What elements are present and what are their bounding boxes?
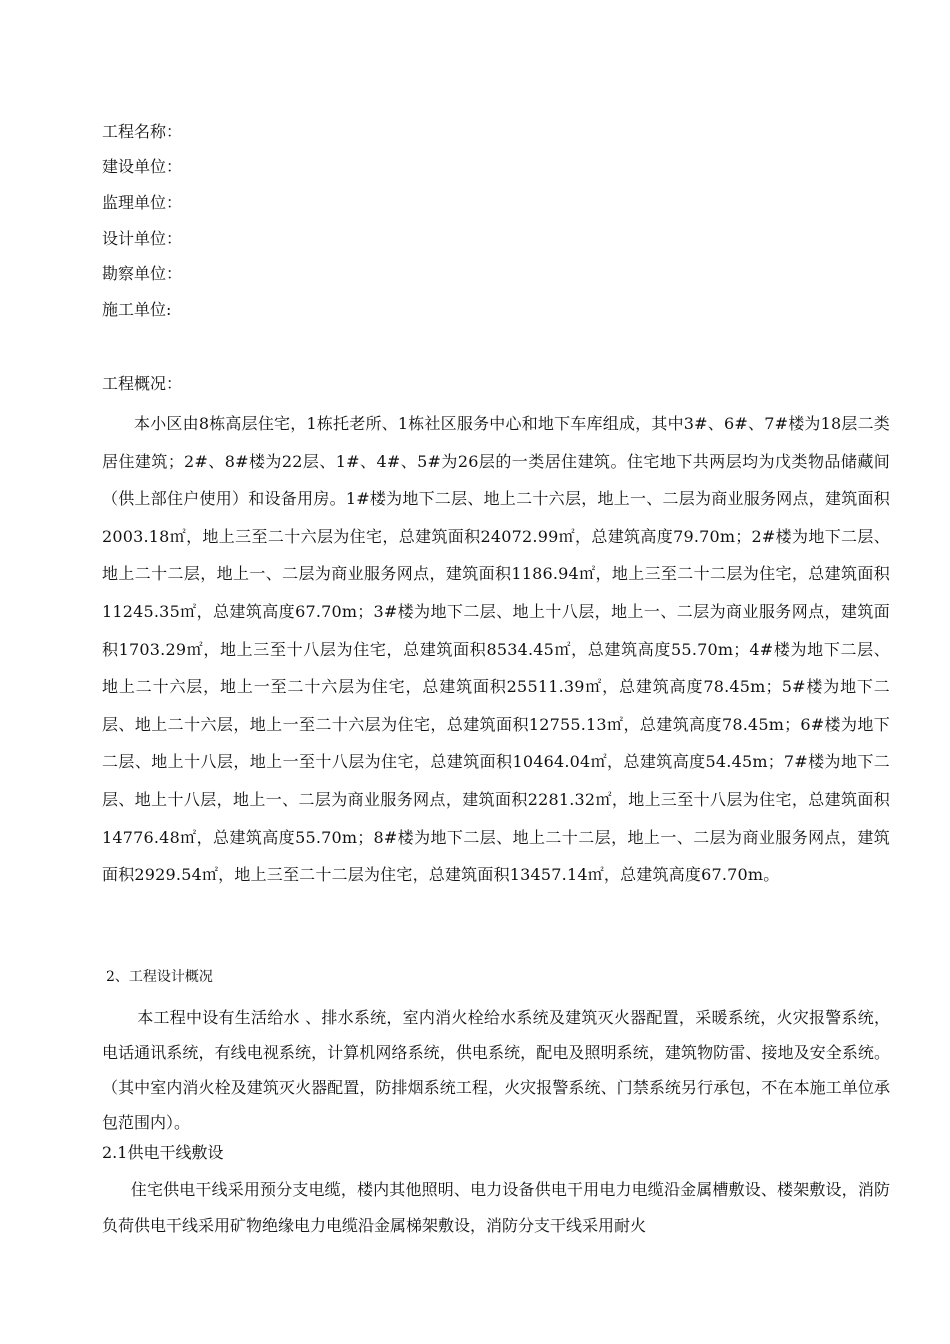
design-overview-heading: 2、工程设计概况 xyxy=(106,969,213,985)
design-overview-paragraph: 本工程中设有生活给水 、排水系统，室内消火栓给水系统及建筑灭火器配置，采暖系统，火灾报警系统，电话通讯系统，有线电视系统，计算机网络系统，供电系统，配电及照明系统，建筑物防雷、接地及安全系统。（其中室内消火栓及建筑灭火器配置，防排烟系统工程，火灾报警系统、门禁系统另行承包，不在本施工单位承包范围内）。 xyxy=(102,1008,890,1132)
power-supply-heading: 2.1供电干线敷设 xyxy=(102,1143,224,1162)
supervision-unit-label: 监理单位： xyxy=(102,193,183,212)
construction-unit-label: 施工单位: xyxy=(102,300,172,319)
project-name-label: 工程名称： xyxy=(102,122,183,141)
design-unit-label: 设计单位： xyxy=(102,229,183,248)
owner-unit-label: 建设单位： xyxy=(102,157,183,176)
survey-unit-label: 勘察单位： xyxy=(102,264,183,283)
overview-heading: 工程概况： xyxy=(102,374,183,393)
overview-paragraph: 本小区由8栋高层住宅，1栋托老所、1栋社区服务中心和地下车库组成，其中3#、6#、7#楼为18层二类居住建筑；2#、8#楼为22层、1#、4#、5#为26层的一类居住建筑。住宅地下共两层均为戊类物品储藏间（供上部住户使用）和设备用房。1#楼为地下二层、地上二十六层，地上一、二层为商业服务网点，建筑面积2003.18㎡，地上三至二十六层为住宅，总建筑面积24072.99㎡，总建筑高度79.70m；2#楼为地下二层、地上二十二层，地上一、二层为商业服务网点，建筑面积1186.94㎡，地上三至二十二层为住宅，总建筑面积11245.35㎡，总建筑高度67.70m；3#楼为地下二层、地上十八层，地上一、二层为商业服务网点，建筑面积1703.29㎡，地上三至十八层为住宅，总建筑面积8534.45㎡，总建筑高度55.70m；4#楼为地下二层、地上二十六层，地上一至二十六层为住宅，总建筑面积25511.39㎡，总建筑高度78.45m；5#楼为地下二层、地上二十六层，地上一至二十六层为住宅，总建筑面积12755.13㎡，总建筑高度78.45m；6#楼为地下二层、地上十八层，地上一至十八层为住宅，总建筑面积10464.04㎡，总建筑高度54.45m；7#楼为地下二层、地上十八层，地上一、二层为商业服务网点，建筑面积2281.32㎡，地上三至十八层为住宅，总建筑面积14776.48㎡，总建筑高度55.70m；8#楼为地下二层、地上二十二层，地上一、二层为商业服务网点，建筑面积2929.54㎡，地上三至二十二层为住宅，总建筑面积13457.14㎡，总建筑高度67.70m。 xyxy=(102,414,890,885)
power-supply-paragraph: 住宅供电干线采用预分支电缆，楼内其他照明、电力设备供电干用电力电缆沿金属槽敷设、楼架敷设，消防负荷供电干线采用矿物绝缘电力电缆沿金属梯架敷设，消防分支干线采用耐火 xyxy=(102,1180,890,1235)
